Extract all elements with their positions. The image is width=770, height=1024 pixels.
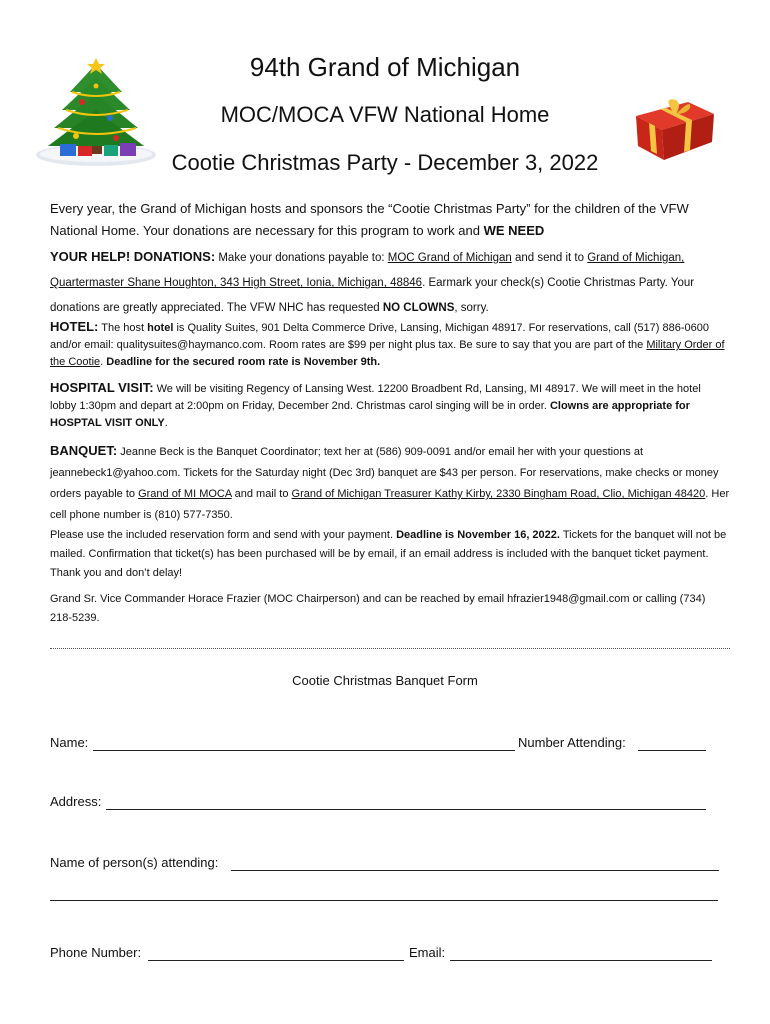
name-field[interactable]	[93, 750, 515, 751]
banquet-deadline: Deadline is November 16, 2022.	[396, 529, 560, 541]
military-order-text: Military Order of the Cootie	[50, 339, 725, 368]
email-label: Email:	[409, 945, 446, 960]
reservation-paragraph: Please use the included reservation form and send with your payment. Deadline is November 16, 2022. Tickets for the banquet will not be mailed. Confirmation that ticket(s) has been purchased will be by email, if an email address is included with the banquet ticket payment. Thank you and don’t delay!	[50, 529, 727, 579]
hotel-paragraph: HOTEL: The host hotel is Quality Suites, 901 Delta Commerce Drive, Lansing, Michigan 48917. For reservations, call (517) 886-0600 and/or email: qualitysuites@haymanco.com. Room rates are $99 per night plus tax. Be sure to say that you are part of the Military Order of the Cootie. Deadline for the secured room rate is November 9th.	[50, 319, 725, 368]
intro-paragraph: Every year, the Grand of Michigan hosts and sponsors the “Cootie Christmas Party” for the children of the VFW National Home. Your donations are necessary for this program to work and WE NEED	[50, 201, 689, 238]
name-label: Name:	[50, 735, 89, 750]
payable-to-link: MOC Grand of Michigan	[387, 252, 512, 264]
banquet-heading: BANQUET:	[50, 443, 118, 458]
hospital-paragraph: HOSPITAL VISIT: We will be visiting Regency of Lansing West. 12200 Broadbent Rd, Lansing, MI 48917. We will meet in the hotel lobby 1:30pm and depart at 2:00pm on Friday, December 2nd. Christmas carol singing will be in order. Clowns are appropriate for HOSPTAL VISIT ONLY.	[50, 380, 701, 429]
donations-paragraph: YOUR HELP! DONATIONS: Make your donations payable to: MOC Grand of Michigan and send it to Grand of Michigan, Quartermaster Shane Houghton, 343 High Street, Ionia, Michigan, 48846. Earmark your check(s) Cootie Christmas Party. Your donations are greatly appreciated. The VFW NHC has requested NO CLOWNS, sorry.	[50, 249, 695, 314]
page-title: 94th Grand of Michigan	[249, 52, 521, 82]
page-subtitle: MOC/MOCA VFW National Home	[220, 102, 550, 127]
persons-attending-field[interactable]	[231, 870, 719, 871]
address-field[interactable]	[106, 809, 706, 810]
hospital-heading: HOSPITAL VISIT:	[50, 380, 154, 395]
phone-number-label: Phone Number:	[50, 945, 142, 960]
email-field[interactable]	[450, 960, 712, 961]
cut-line-divider	[50, 648, 730, 649]
contact-paragraph: Grand Sr. Vice Commander Horace Frazier (MOC Chairperson) and can be reached by email hfrazier1948@gmail.com or calling (734) 218-5239.	[50, 593, 706, 624]
banquet-payable: Grand of MI MOCA	[138, 488, 232, 500]
donations-heading: YOUR HELP! DONATIONS:	[50, 249, 216, 264]
donation-address: Grand of Michigan, Quartermaster Shane Houghton, 343 High Street, Ionia, Michigan, 48846	[50, 252, 685, 289]
form-title: Cootie Christmas Banquet Form	[292, 673, 478, 688]
persons-attending-label: Name of person(s) attending:	[50, 855, 219, 870]
event-title: Cootie Christmas Party - December 3, 2022	[171, 150, 599, 175]
banquet-mail-address: Grand of Michigan Treasurer Kathy Kirby, 2330 Bingham Road, Clio, Michigan 48420	[291, 488, 706, 500]
phone-number-field[interactable]	[148, 960, 404, 961]
address-label: Address:	[50, 794, 102, 809]
room-deadline: Deadline for the secured room rate is November 9th.	[106, 356, 381, 368]
number-attending-field[interactable]	[638, 750, 706, 751]
banquet-paragraph: BANQUET: Jeanne Beck is the Banquet Coordinator; text her at (586) 909-0091 and/or email her with your questions at jeannebeck1@yahoo.com. Tickets for the Saturday night (Dec 3rd) banquet are $43 per person. For reservations, make checks or money orders payable to Grand of MI MOCA and mail to Grand of Michigan Treasurer Kathy Kirby, 2330 Bingham Road, Clio, Michigan 48420. Her cell phone number is (810) 577-7350.	[50, 443, 730, 521]
persons-attending-field-2[interactable]	[50, 900, 718, 901]
number-attending-label: Number Attending:	[518, 735, 626, 750]
hotel-heading: HOTEL:	[50, 319, 99, 334]
